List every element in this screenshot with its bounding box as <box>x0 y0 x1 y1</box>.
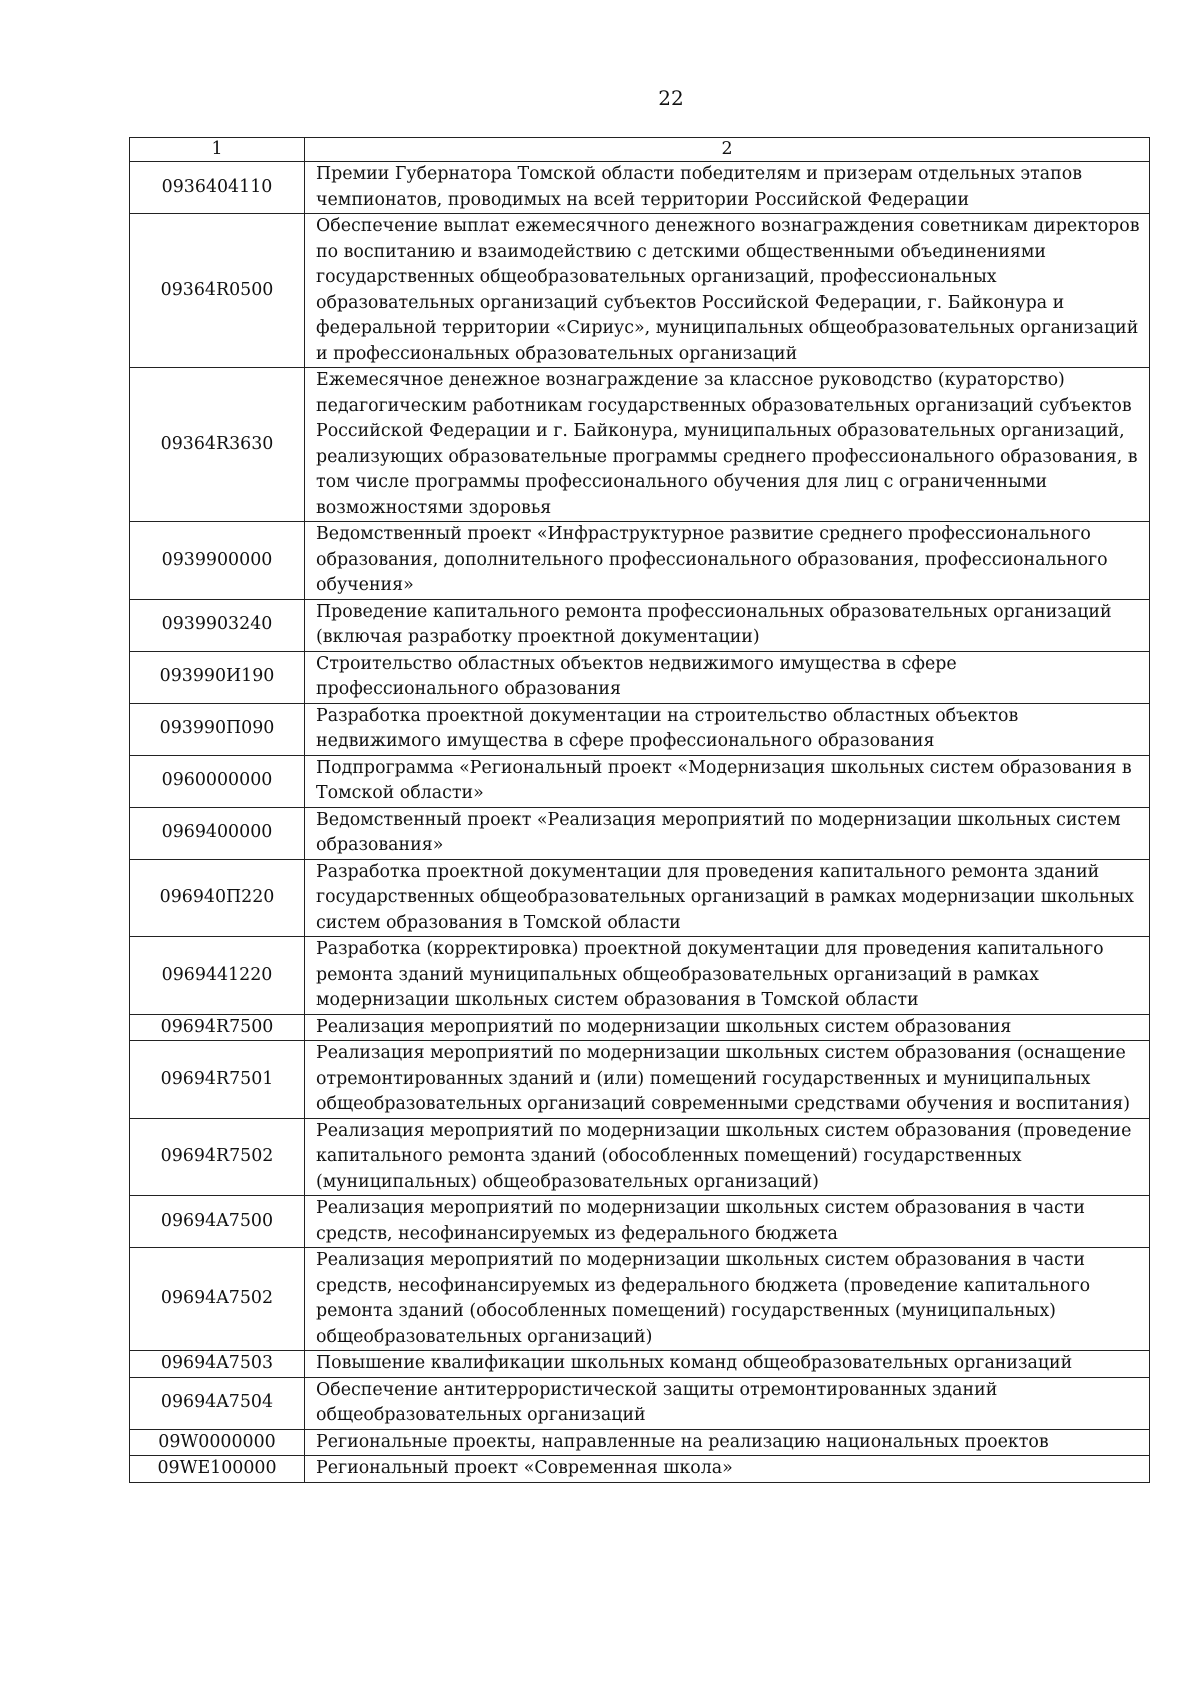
row-code: 093990П090 <box>130 703 305 755</box>
table-row <box>130 807 1150 859</box>
row-code: 09364R0500 <box>130 214 305 368</box>
table-header-row <box>130 138 1150 162</box>
row-code: 09364R3630 <box>130 368 305 522</box>
row-code: 0969400000 <box>130 807 305 859</box>
row-description: Реализация мероприятий по модернизации школьных систем образования (оснащение отремонтированных зданий и (или) помещений государственных и муниципальных общеобразовательных организаций современными средствами обучения и воспитания) <box>305 1041 1150 1119</box>
table-row <box>130 1248 1150 1351</box>
table-row <box>130 1429 1150 1456</box>
row-description: Обеспечение антитеррористической защиты отремонтированных зданий общеобразовательных организаций <box>305 1377 1150 1429</box>
row-code: 09694A7503 <box>130 1351 305 1378</box>
row-code: 09694A7502 <box>130 1248 305 1351</box>
row-code: 096940П220 <box>130 859 305 937</box>
row-description: Реализация мероприятий по модернизации школьных систем образования <box>305 1014 1150 1041</box>
row-code: 09694A7500 <box>130 1196 305 1248</box>
row-description: Реализация мероприятий по модернизации школьных систем образования в части средств, несофинансируемых из федерального бюджета <box>305 1196 1150 1248</box>
row-code: 0939900000 <box>130 522 305 600</box>
row-description: Разработка проектной документации на строительство областных объектов недвижимого имущества в сфере профессионального образования <box>305 703 1150 755</box>
row-code: 0939903240 <box>130 599 305 651</box>
table-row <box>130 1351 1150 1378</box>
row-code: 09694R7501 <box>130 1041 305 1119</box>
row-description: Обеспечение выплат ежемесячного денежного вознаграждения советникам директоров по воспитанию и взаимодействию с детскими общественными объединениями государственных общеобразовательных организаций, профессиональных образовательных организаций субъектов Российской Федерации, г. Байконура и федеральной территории «Сириус», муниципальных общеобразовательных организаций и профессиональных образовательных организаций <box>305 214 1150 368</box>
row-description: Повышение квалификации школьных команд общеобразовательных организаций <box>305 1351 1150 1378</box>
table-row <box>130 1196 1150 1248</box>
table-row <box>130 522 1150 600</box>
table-row <box>130 162 1150 214</box>
row-code: 0960000000 <box>130 755 305 807</box>
row-code: 0936404110 <box>130 162 305 214</box>
table-row <box>130 651 1150 703</box>
row-description: Реализация мероприятий по модернизации школьных систем образования (проведение капитального ремонта зданий (обособленных помещений) государственных (муниципальных) общеобразовательных организаций) <box>305 1118 1150 1196</box>
row-code: 09694R7500 <box>130 1014 305 1041</box>
budget-codes-table <box>129 137 1150 1483</box>
row-description: Проведение капитального ремонта профессиональных образовательных организаций (включая разработку проектной документации) <box>305 599 1150 651</box>
table-row <box>130 214 1150 368</box>
row-description: Ведомственный проект «Инфраструктурное развитие среднего профессионального образования, дополнительного профессионального образования, профессионального обучения» <box>305 522 1150 600</box>
row-description: Разработка (корректировка) проектной документации для проведения капитального ремонта зданий муниципальных общеобразовательных организаций в рамках модернизации школьных систем образования в Томской области <box>305 937 1150 1015</box>
row-code: 09694A7504 <box>130 1377 305 1429</box>
row-description: Региональные проекты, направленные на реализацию национальных проектов <box>305 1429 1150 1456</box>
table-row <box>130 755 1150 807</box>
page-number: 22 <box>658 86 684 110</box>
row-description: Ведомственный проект «Реализация мероприятий по модернизации школьных систем образования» <box>305 807 1150 859</box>
table-row <box>130 599 1150 651</box>
table-row <box>130 1377 1150 1429</box>
table-row <box>130 1014 1150 1041</box>
row-description: Строительство областных объектов недвижимого имущества в сфере профессионального образования <box>305 651 1150 703</box>
row-description: Подпрограмма «Региональный проект «Модернизация школьных систем образования в Томской области» <box>305 755 1150 807</box>
table-row <box>130 937 1150 1015</box>
column-header-description: 2 <box>305 138 1150 162</box>
row-description: Ежемесячное денежное вознаграждение за классное руководство (кураторство) педагогическим работникам государственных образовательных организаций субъектов Российской Федерации и г. Байконура, муниципальных образовательных организаций, реализующих образовательные программы среднего профессионального образования, в том числе программы профессионального обучения для лиц с ограниченными возможностями здоровья <box>305 368 1150 522</box>
table-row <box>130 1456 1150 1483</box>
row-description: Региональный проект «Современная школа» <box>305 1456 1150 1483</box>
table-row <box>130 1041 1150 1119</box>
table-row <box>130 703 1150 755</box>
table-row <box>130 368 1150 522</box>
row-code: 0969441220 <box>130 937 305 1015</box>
row-description: Премии Губернатора Томской области победителям и призерам отдельных этапов чемпионатов, проводимых на всей территории Российской Федерации <box>305 162 1150 214</box>
row-code: 09WE100000 <box>130 1456 305 1483</box>
row-code: 093990И190 <box>130 651 305 703</box>
table-row <box>130 1118 1150 1196</box>
row-code: 09W0000000 <box>130 1429 305 1456</box>
table-row <box>130 859 1150 937</box>
row-description: Разработка проектной документации для проведения капитального ремонта зданий государственных общеобразовательных организаций в рамках модернизации школьных систем образования в Томской области <box>305 859 1150 937</box>
row-code: 09694R7502 <box>130 1118 305 1196</box>
column-header-code: 1 <box>130 138 305 162</box>
row-description: Реализация мероприятий по модернизации школьных систем образования в части средств, несофинансируемых из федерального бюджета (проведение капитального ремонта зданий (обособленных помещений) государственных (муниципальных) общеобразовательных организаций) <box>305 1248 1150 1351</box>
